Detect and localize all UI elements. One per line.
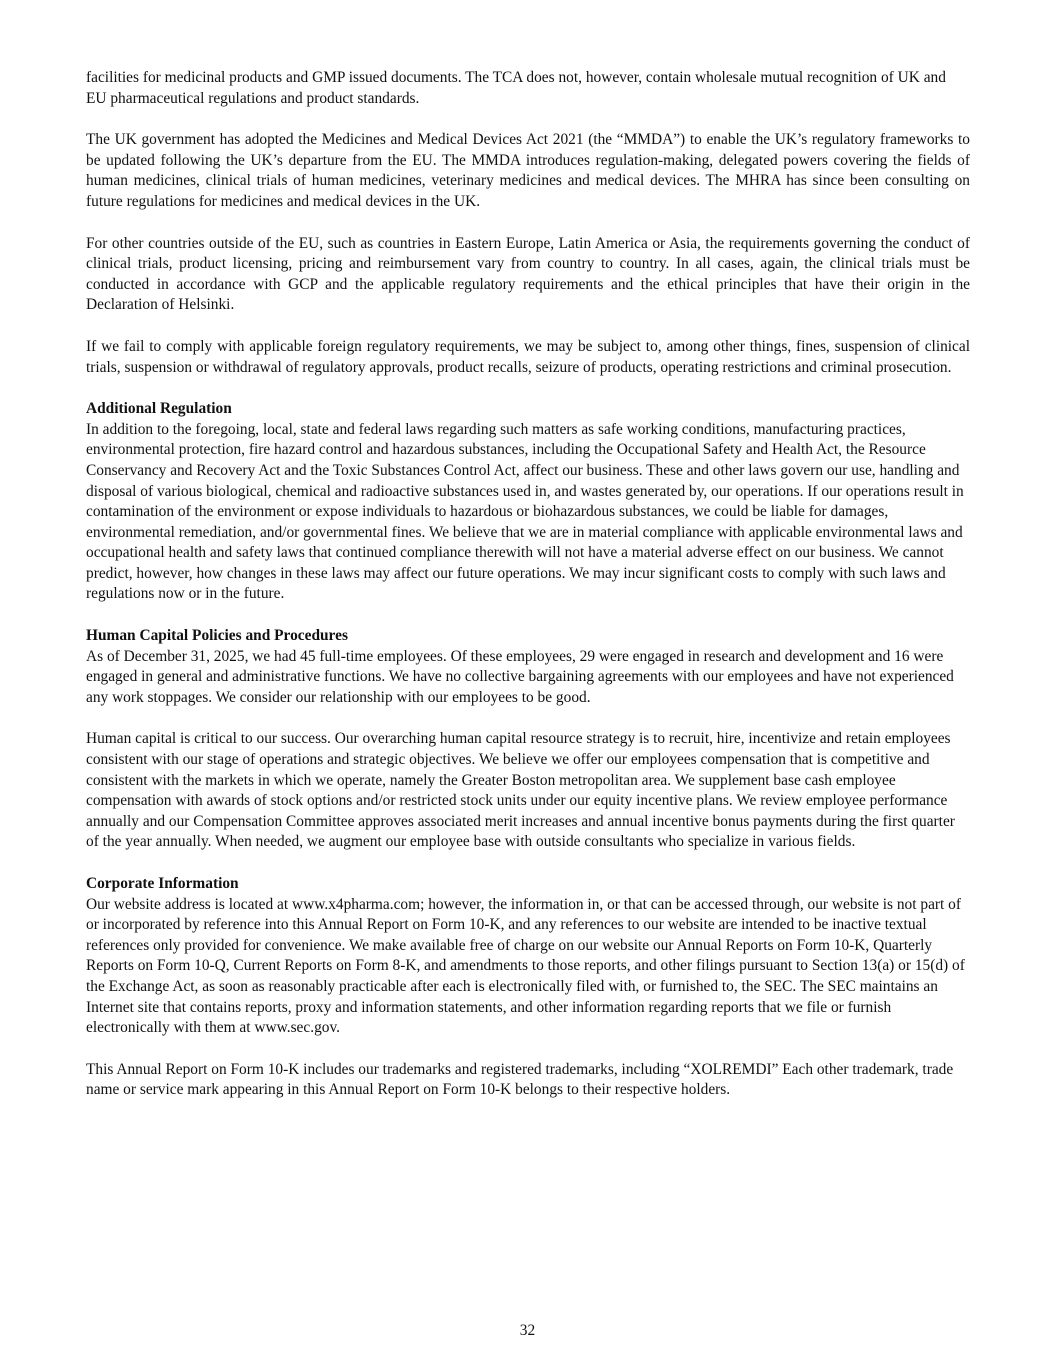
paragraph-employees: As of December 31, 2025, we had 45 full-time employees. Of these employees, 29 were engaged in research and development and 16 were engaged in general and administrative functions. We have no collective bargaining agreements with our employees and have not experienced any work stoppages. We consider our relationship with our employees to be good. [86, 647, 954, 706]
paragraph-mmda: The UK government has adopted the Medicines and Medical Devices Act 2021 (the “MMDA”) to enable the UK’s regulatory frameworks to be updated following the UK’s departure from the EU. The MMDA introduces regulation-making, delegated powers covering the fields of human medicines, clinical trials of human medicines, veterinary medicines and medical devices. The MHRA has since been consulting on future regulations for medicines and medical devices in the UK. [86, 131, 970, 210]
paragraph-tca-recognition: facilities for medicinal products and GMP issued documents. The TCA does not, however, contain wholesale mutual recognition of UK and EU pharmaceutical regulations and product standards. [86, 69, 946, 107]
paragraph-corporate-information: Our website address is located at www.x4pharma.com; however, the information in, or that can be accessed through, our website is not part of or incorporated by reference into this Annual Report on Form 10-K, and any references to our website are intended to be inactive textual references only provided for convenience. We make available free of charge on our website our Annual Reports on Form 10-K, Quarterly Reports on Form 10-Q, Current Reports on Form 8-K, and amendments to those reports, and other filings pursuant to Section 13(a) or 15(d) of the Exchange Act, as soon as reasonably practicable after each is electronically filed with, or furnished to, the SEC. The SEC maintains an Internet site that contains reports, proxy and information statements, and other information regarding reports that we file or furnish electronically with them at www.sec.gov. [86, 895, 965, 1037]
paragraph-other-countries: For other countries outside of the EU, such as countries in Eastern Europe, Latin America or Asia, the requirements governing the conduct of clinical trials, product licensing, pricing and reimbursement vary from country to country. In all cases, again, the clinical trials must be conducted in accordance with GCP and the applicable regulatory requirements and the ethical principles that have their origin in the Declaration of Helsinki. [86, 234, 970, 314]
page-number: 32 [519, 1322, 536, 1339]
paragraph-trademarks: This Annual Report on Form 10-K includes our trademarks and registered trademarks, including “XOLREMDI” Each other trademark, trade name or service mark appearing in this Annual Report on Form 10-K belongs to their respective holders. [86, 1060, 954, 1099]
document-page [86, 68, 970, 1122]
section-corporate-information [86, 874, 970, 1039]
section-heading-human-capital: Human Capital Policies and Procedures [86, 627, 348, 645]
section-additional-regulation [86, 399, 970, 605]
section-heading-additional-regulation: Additional Regulation [86, 400, 232, 418]
section-heading-corporate-information: Corporate Information [86, 875, 239, 892]
paragraph-foreign-compliance: If we fail to comply with applicable foreign regulatory requirements, we may be subject to, among other things, fines, suspension of clinical trials, suspension or withdrawal of regulatory approvals, product recalls, seizure of products, operating restrictions and criminal prosecution. [86, 337, 970, 376]
paragraph-human-capital-strategy: Human capital is critical to our success. Our overarching human capital resource strategy is to recruit, hire, incentivize and retain employees consistent with our stage of operations and strategic objectives. We believe we offer our employees compensation that is competitive and consistent with the markets in which we operate, namely the Greater Boston metropolitan area. We supplement base cash employee compensation with awards of stock options and/or restricted stock units under our equity incentive plans. We review employee performance annually and our Compensation Committee approves associated merit increases and annual incentive bonus payments during the first quarter of the year annually. When needed, we augment our employee base with outside consultants who specialize in various fields. [86, 730, 955, 851]
section-human-capital [86, 626, 970, 708]
paragraph-additional-regulation: In addition to the foregoing, local, state and federal laws regarding such matters as safe working conditions, manufacturing practices, environmental protection, fire hazard control and hazardous substances, including the Occupational Safety and Health Act, the Resource Conservancy and Recovery Act and the Toxic Substances Control Act, affect our business. These and other laws govern our use, handling and disposal of various biological, chemical and radioactive substances used in, and wastes generated by, our operations. If our operations result in contamination of the environment or expose individuals to hazardous or biohazardous substances, we could be liable for damages, environmental remediation, and/or governmental fines. We believe that we are in material compliance with applicable environmental laws and occupational health and safety laws that continued compliance therewith will not have a material adverse effect on our business. We cannot predict, however, how changes in these laws may affect our future operations. We may incur significant costs to comply with such laws and regulations now or in the future. [86, 420, 964, 603]
